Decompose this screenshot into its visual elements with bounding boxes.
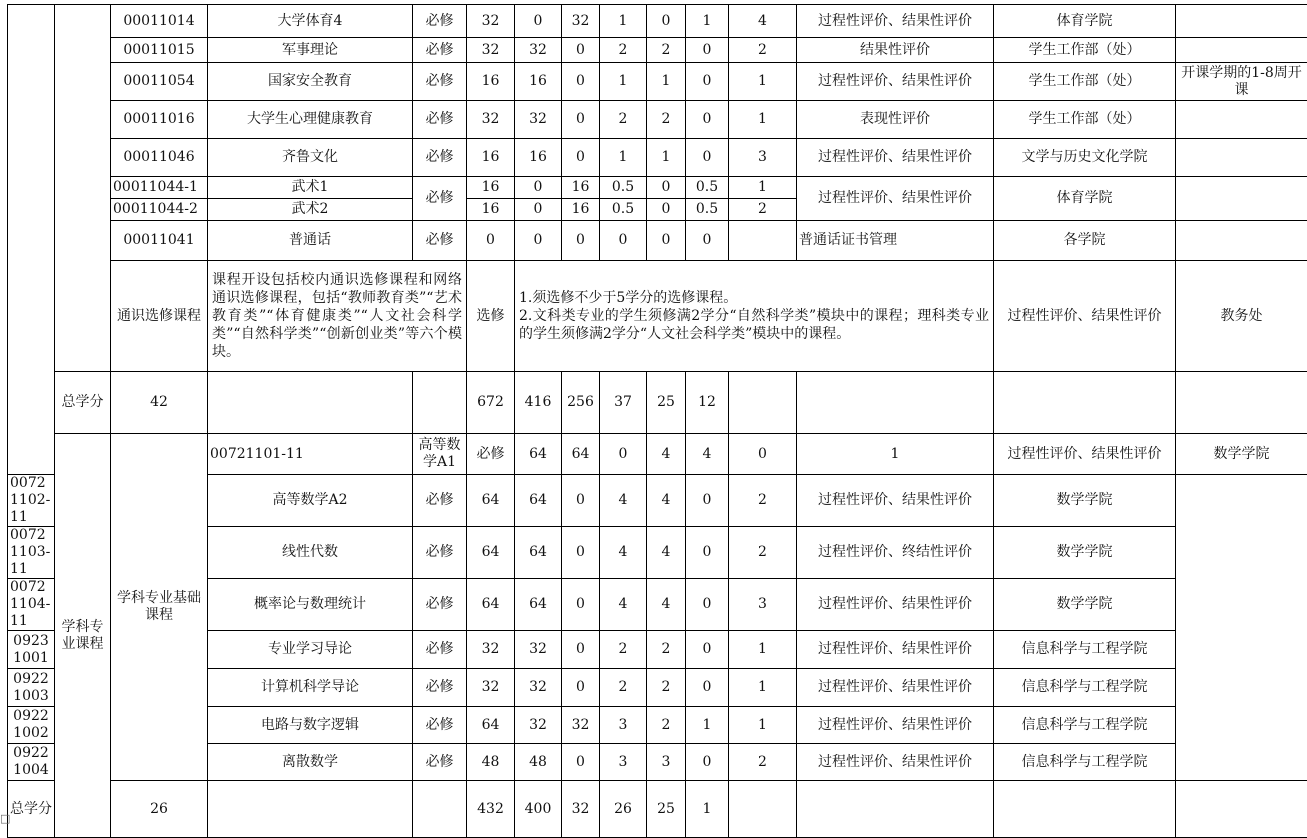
group-cell-general <box>8 5 55 475</box>
theory-hours: 0 <box>515 199 562 221</box>
course-type: 必修 <box>413 669 467 707</box>
theory-hours: 32 <box>515 631 562 669</box>
course-code: 00721103-11 <box>8 527 55 579</box>
practice-hours: 0 <box>562 221 600 261</box>
semester: 2 <box>729 475 797 527</box>
credits: 4 <box>600 527 647 579</box>
table-row <box>8 38 1307 63</box>
theory-credits: 2 <box>647 707 686 744</box>
course-code: 00011041 <box>111 221 208 261</box>
course-type: 必修 <box>413 221 467 261</box>
department <box>994 372 1176 434</box>
table-row <box>8 139 1307 177</box>
course-type: 必修 <box>413 707 467 744</box>
course-code: 00011046 <box>111 139 208 177</box>
semester: 2 <box>729 744 797 781</box>
semester: 3 <box>729 139 797 177</box>
curriculum-table <box>7 4 1307 838</box>
table-row <box>8 101 1307 139</box>
practice-hours: 0 <box>562 38 600 63</box>
course-type: 必修 <box>413 475 467 527</box>
assessment: 过程性评价、结果性评价 <box>797 177 994 221</box>
practice-hours: 0 <box>600 434 647 475</box>
department: 数学学院 <box>994 475 1176 527</box>
table-row <box>8 221 1307 261</box>
theory-hours: 16 <box>515 63 562 101</box>
course-code: 00721102-11 <box>8 475 55 527</box>
practice-hours: 0 <box>562 744 600 781</box>
practice-hours: 0 <box>562 579 600 631</box>
group-cell-discipline: 学科专业课程 <box>55 434 111 838</box>
department: 文学与历史文化学院 <box>994 139 1176 177</box>
course-name: 武术1 <box>208 177 413 199</box>
credits: 0 <box>600 221 647 261</box>
course-code: 00011015 <box>111 38 208 63</box>
semester: 1 <box>729 63 797 101</box>
credits: 3 <box>600 744 647 781</box>
department: 数学学院 <box>994 579 1176 631</box>
table-row <box>8 434 1307 475</box>
total-hours: 64 <box>467 527 515 579</box>
note: 开课学期的1-8周开课 <box>1176 63 1307 101</box>
course-name: 电路与数字逻辑 <box>208 707 413 744</box>
credits: 2 <box>600 38 647 63</box>
practice-credits: 0 <box>686 221 729 261</box>
category-cell-elective: 通识选修课程 <box>111 261 208 372</box>
theory-credits: 4 <box>647 579 686 631</box>
credits: 1 <box>600 139 647 177</box>
practice-credits: 0 <box>686 669 729 707</box>
table-row <box>8 372 1307 434</box>
course-name: 离散数学 <box>208 744 413 781</box>
credits: 2 <box>600 631 647 669</box>
semester: 1 <box>729 631 797 669</box>
practice-hours: 16 <box>562 199 600 221</box>
assessment: 过程性评价、结果性评价 <box>994 434 1176 475</box>
note <box>1176 781 1307 838</box>
practice-hours: 0 <box>562 527 600 579</box>
total-hours: 16 <box>467 63 515 101</box>
department: 体育学院 <box>994 5 1176 38</box>
theory-credits: 0 <box>647 199 686 221</box>
category-cell-discipline: 学科专业基础课程 <box>111 434 208 781</box>
total-hours: 64 <box>467 707 515 744</box>
department: 信息科学与工程学院 <box>994 744 1176 781</box>
course-code: 00011044-2 <box>111 199 208 221</box>
theory-hours: 48 <box>515 744 562 781</box>
total-hours: 64 <box>515 434 562 475</box>
course-name: 军事理论 <box>208 38 413 63</box>
department: 各学院 <box>994 221 1176 261</box>
department <box>994 781 1176 838</box>
total-hours: 32 <box>467 5 515 38</box>
blank-cell <box>208 781 413 838</box>
theory-credits: 25 <box>647 781 686 838</box>
course-type: 选修 <box>467 261 515 372</box>
assessment: 过程性评价、结果性评价 <box>994 261 1176 372</box>
total-credits: 42 <box>111 372 208 434</box>
practice-hours: 0 <box>562 669 600 707</box>
note <box>1176 38 1307 63</box>
total-hours: 432 <box>467 781 515 838</box>
credits: 0.5 <box>600 177 647 199</box>
credits: 4 <box>600 475 647 527</box>
semester: 2 <box>729 38 797 63</box>
theory-hours: 400 <box>515 781 562 838</box>
practice-credits: 12 <box>686 372 729 434</box>
credits: 2 <box>600 101 647 139</box>
theory-hours: 64 <box>515 475 562 527</box>
practice-hours: 0 <box>562 475 600 527</box>
note <box>1176 5 1307 38</box>
corner-mark: □ <box>0 812 10 825</box>
assessment <box>797 781 994 838</box>
practice-credits: 0 <box>686 63 729 101</box>
semester <box>729 781 797 838</box>
practice-hours: 32 <box>562 5 600 38</box>
semester <box>729 221 797 261</box>
practice-hours: 0 <box>562 139 600 177</box>
practice-hours: 32 <box>562 781 600 838</box>
theory-credits: 2 <box>647 101 686 139</box>
course-name: 齐鲁文化 <box>208 139 413 177</box>
course-code: 00011054 <box>111 63 208 101</box>
semester <box>729 372 797 434</box>
practice-credits: 1 <box>686 707 729 744</box>
table-row <box>8 261 1307 372</box>
assessment: 结果性评价 <box>797 38 994 63</box>
total-hours: 16 <box>467 199 515 221</box>
credits: 3 <box>600 707 647 744</box>
practice-credits: 0 <box>686 631 729 669</box>
department: 数学学院 <box>994 527 1176 579</box>
course-type: 必修 <box>413 63 467 101</box>
total-hours: 48 <box>467 744 515 781</box>
practice-credits: 0 <box>686 101 729 139</box>
department: 学生工作部（处） <box>994 63 1176 101</box>
course-name: 线性代数 <box>208 527 413 579</box>
table-row <box>8 5 1307 38</box>
course-type: 必修 <box>413 38 467 63</box>
total-hours: 64 <box>467 579 515 631</box>
note <box>1176 221 1307 261</box>
practice-credits: 0 <box>686 139 729 177</box>
course-name: 概率论与数理统计 <box>208 579 413 631</box>
department: 信息科学与工程学院 <box>994 707 1176 744</box>
assessment: 过程性评价、结果性评价 <box>797 139 994 177</box>
course-name: 国家安全教育 <box>208 63 413 101</box>
total-hours: 32 <box>467 631 515 669</box>
total-hours: 672 <box>467 372 515 434</box>
credits: 0.5 <box>600 199 647 221</box>
course-type: 必修 <box>413 527 467 579</box>
department: 数学学院 <box>1176 434 1307 475</box>
practice-credits: 0.5 <box>686 177 729 199</box>
practice-credits: 1 <box>686 5 729 38</box>
theory-hours: 32 <box>515 101 562 139</box>
department: 学生工作部（处） <box>994 101 1176 139</box>
course-code: 00011016 <box>111 101 208 139</box>
theory-credits: 1 <box>647 139 686 177</box>
assessment: 过程性评价、结果性评价 <box>797 5 994 38</box>
total-hours: 0 <box>467 221 515 261</box>
course-name: 大学生心理健康教育 <box>208 101 413 139</box>
theory-hours: 64 <box>515 527 562 579</box>
course-code: 00721104-11 <box>8 579 55 631</box>
semester: 1 <box>729 707 797 744</box>
total-hours: 16 <box>467 177 515 199</box>
semester: 2 <box>729 199 797 221</box>
total-label: 总学分 <box>8 781 55 838</box>
theory-credits: 4 <box>647 527 686 579</box>
category-cell-required <box>55 5 111 372</box>
credits: 37 <box>600 372 647 434</box>
course-type: 必修 <box>413 139 467 177</box>
table-row <box>8 177 1307 199</box>
theory-credits: 25 <box>647 372 686 434</box>
assessment <box>797 372 994 434</box>
credits: 26 <box>600 781 647 838</box>
semester: 4 <box>729 5 797 38</box>
blank-cell <box>413 372 467 434</box>
course-type: 必修 <box>413 631 467 669</box>
theory-credits: 3 <box>647 744 686 781</box>
theory-hours: 416 <box>515 372 562 434</box>
practice-credits: 0 <box>686 579 729 631</box>
course-type: 必修 <box>413 5 467 38</box>
practice-credits: 0 <box>729 434 797 475</box>
practice-hours: 16 <box>562 177 600 199</box>
course-name: 高等数学A1 <box>413 434 467 475</box>
course-code: 00011014 <box>111 5 208 38</box>
practice-credits: 0 <box>686 38 729 63</box>
course-code: 00721101-11 <box>208 434 413 475</box>
theory-credits: 0 <box>647 5 686 38</box>
assessment: 过程性评价、结果性评价 <box>797 669 994 707</box>
theory-hours: 32 <box>515 38 562 63</box>
total-hours: 16 <box>467 139 515 177</box>
practice-credits: 0 <box>686 475 729 527</box>
department: 信息科学与工程学院 <box>994 669 1176 707</box>
note <box>1176 372 1307 434</box>
theory-credits: 2 <box>647 669 686 707</box>
table-row <box>8 63 1307 101</box>
total-credits: 26 <box>111 781 208 838</box>
blank-cell <box>208 372 413 434</box>
course-code: 09221004 <box>8 744 55 781</box>
credits: 2 <box>600 669 647 707</box>
course-code: 09231001 <box>8 631 55 669</box>
assessment: 过程性评价、结果性评价 <box>797 744 994 781</box>
department: 信息科学与工程学院 <box>994 631 1176 669</box>
course-type: 必修 <box>413 579 467 631</box>
practice-credits: 1 <box>686 781 729 838</box>
theory-credits: 4 <box>647 475 686 527</box>
semester: 1 <box>797 434 994 475</box>
note <box>1176 139 1307 177</box>
total-hours: 64 <box>467 475 515 527</box>
semester: 1 <box>729 669 797 707</box>
theory-credits: 1 <box>647 63 686 101</box>
semester: 1 <box>729 101 797 139</box>
credits: 1 <box>600 5 647 38</box>
theory-credits: 0 <box>647 221 686 261</box>
credits: 4 <box>647 434 686 475</box>
assessment: 过程性评价、结果性评价 <box>797 631 994 669</box>
note <box>1176 101 1307 139</box>
total-hours: 32 <box>467 38 515 63</box>
total-label: 总学分 <box>55 372 111 434</box>
semester: 2 <box>729 527 797 579</box>
assessment: 过程性评价、结果性评价 <box>797 475 994 527</box>
elective-requirements: 1.须选修不少于5学分的选修课程。 2.文科类专业的学生须修满2学分“自然科学类”模块中的课程；理科类专业的学生须修满2学分“人文社会科学类”模块中的课程。 <box>515 261 994 372</box>
semester: 3 <box>729 579 797 631</box>
table-row <box>8 781 1307 838</box>
course-type: 必修 <box>413 177 467 221</box>
course-code: 09221002 <box>8 707 55 744</box>
total-hours: 32 <box>467 669 515 707</box>
course-type: 必修 <box>413 101 467 139</box>
theory-hours: 64 <box>562 434 600 475</box>
practice-hours: 32 <box>562 707 600 744</box>
assessment: 过程性评价、结果性评价 <box>797 579 994 631</box>
course-code: 00011044-1 <box>111 177 208 199</box>
practice-hours: 0 <box>562 63 600 101</box>
assessment: 表现性评价 <box>797 101 994 139</box>
department: 学生工作部（处） <box>994 38 1176 63</box>
course-type: 必修 <box>467 434 515 475</box>
semester: 1 <box>729 177 797 199</box>
note <box>1176 177 1307 221</box>
practice-hours: 256 <box>562 372 600 434</box>
course-name: 武术2 <box>208 199 413 221</box>
theory-credits: 0 <box>647 177 686 199</box>
assessment: 过程性评价、终结性评价 <box>797 527 994 579</box>
total-hours: 32 <box>467 101 515 139</box>
course-name: 专业学习导论 <box>208 631 413 669</box>
theory-credits: 2 <box>647 631 686 669</box>
practice-credits: 0 <box>686 527 729 579</box>
course-type: 必修 <box>413 744 467 781</box>
theory-hours: 32 <box>515 669 562 707</box>
assessment: 过程性评价、结果性评价 <box>797 63 994 101</box>
theory-credits: 2 <box>647 38 686 63</box>
theory-hours: 0 <box>515 5 562 38</box>
theory-hours: 0 <box>515 177 562 199</box>
assessment: 过程性评价、结果性评价 <box>797 707 994 744</box>
credits: 1 <box>600 63 647 101</box>
theory-hours: 32 <box>515 707 562 744</box>
practice-credits: 0 <box>686 744 729 781</box>
blank-cell <box>413 781 467 838</box>
course-name: 普通话 <box>208 221 413 261</box>
course-name: 计算机科学导论 <box>208 669 413 707</box>
course-code: 09221003 <box>8 669 55 707</box>
theory-hours: 0 <box>515 221 562 261</box>
department: 教务处 <box>1176 261 1307 372</box>
theory-credits: 4 <box>686 434 729 475</box>
theory-hours: 16 <box>515 139 562 177</box>
elective-description: 课程开设包括校内通识选修课程和网络通识选修课程，包括“教师教育类”“艺术教育类”“体育健康类”“人文社会科学类”“自然科学类”“创新创业类”等六个模块。 <box>208 261 467 372</box>
course-name: 大学体育4 <box>208 5 413 38</box>
credits: 4 <box>600 579 647 631</box>
theory-hours: 64 <box>515 579 562 631</box>
practice-hours: 0 <box>562 631 600 669</box>
course-name: 高等数学A2 <box>208 475 413 527</box>
practice-credits: 0.5 <box>686 199 729 221</box>
practice-hours: 0 <box>562 101 600 139</box>
assessment: 普通话证书管理 <box>797 221 994 261</box>
department: 体育学院 <box>994 177 1176 221</box>
